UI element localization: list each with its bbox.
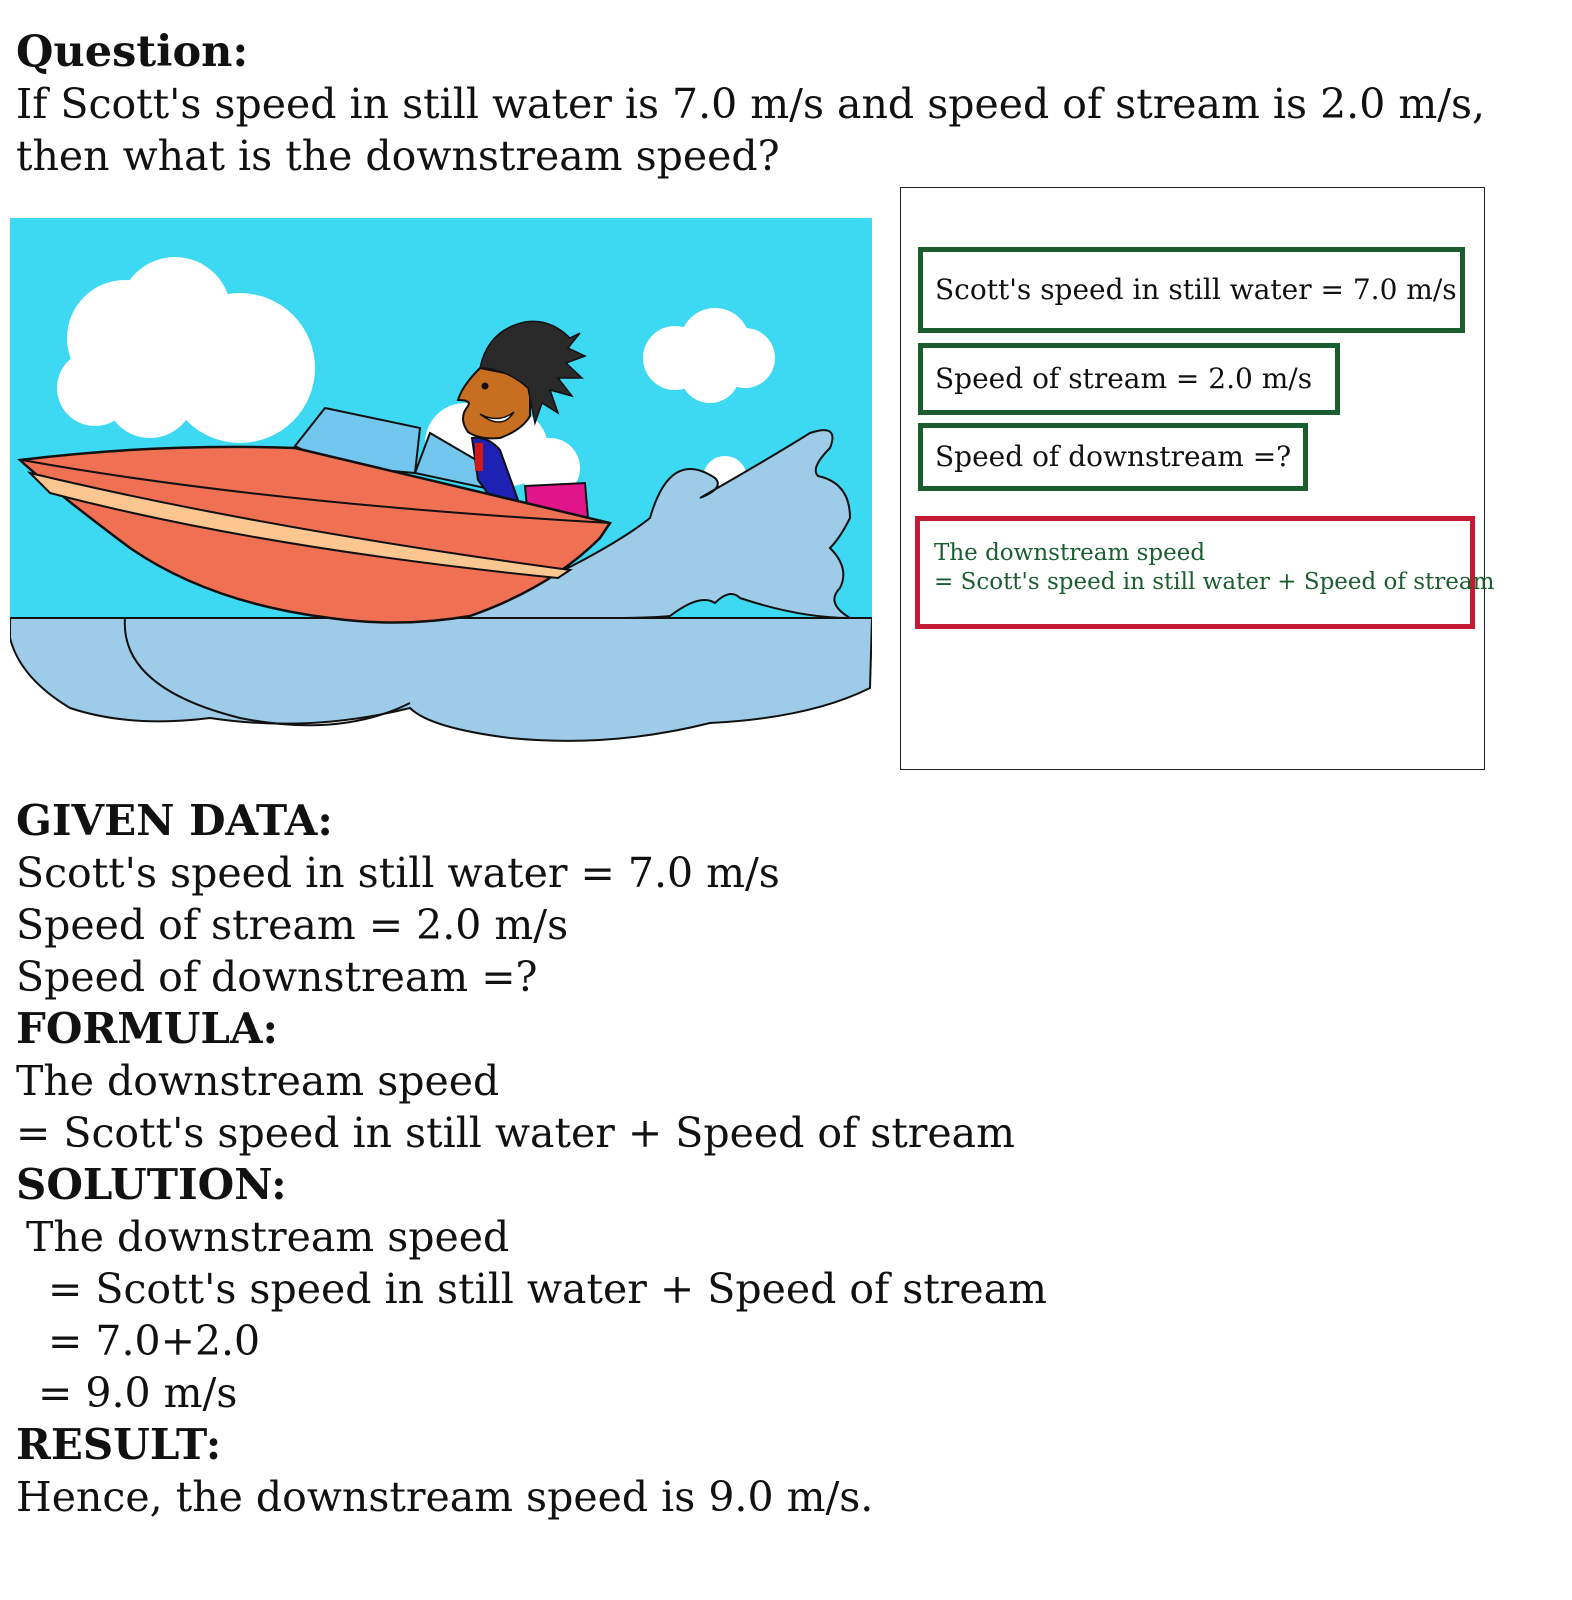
given-line-1: Scott's speed in still water = 7.0 m/s xyxy=(16,849,780,897)
solution-line-4: = 9.0 m/s xyxy=(38,1369,238,1417)
given-heading: GIVEN DATA: xyxy=(16,796,333,845)
given-box-stream xyxy=(918,343,1340,415)
speedboat-illustration xyxy=(10,218,872,753)
given-line-2: Speed of stream = 2.0 m/s xyxy=(16,901,569,949)
solution-line-1: The downstream speed xyxy=(26,1213,510,1261)
given-box-stream-text: Speed of stream = 2.0 m/s xyxy=(935,362,1313,395)
formula-line-1: The downstream speed xyxy=(16,1057,500,1105)
question-heading: Question: xyxy=(16,27,249,77)
formula-heading: FORMULA: xyxy=(16,1004,279,1053)
question-line-2: then what is the downstream speed? xyxy=(16,132,780,180)
given-box-downstream xyxy=(918,423,1308,491)
solution-line-2: = Scott's speed in still water + Speed of stream xyxy=(48,1265,1047,1313)
given-box-still-water xyxy=(918,247,1465,333)
solution-line-3: = 7.0+2.0 xyxy=(48,1317,261,1365)
formula-box-line-2: = Scott's speed in still water + Speed of stream xyxy=(934,569,1495,595)
given-line-3: Speed of downstream =? xyxy=(16,953,538,1001)
given-box-downstream-text: Speed of downstream =? xyxy=(935,440,1292,473)
solution-heading: SOLUTION: xyxy=(16,1160,287,1209)
result-heading: RESULT: xyxy=(16,1420,222,1469)
formula-box xyxy=(915,516,1495,629)
formula-box-line-1: The downstream speed xyxy=(934,540,1206,566)
formula-line-2: = Scott's speed in still water + Speed of stream xyxy=(16,1109,1015,1157)
result-text: Hence, the downstream speed is 9.0 m/s. xyxy=(16,1473,874,1521)
question-line-1: If Scott's speed in still water is 7.0 m/s and speed of stream is 2.0 m/s, xyxy=(16,80,1486,128)
solution-body xyxy=(16,795,1047,1523)
given-box-still-water-text: Scott's speed in still water = 7.0 m/s xyxy=(935,273,1457,306)
